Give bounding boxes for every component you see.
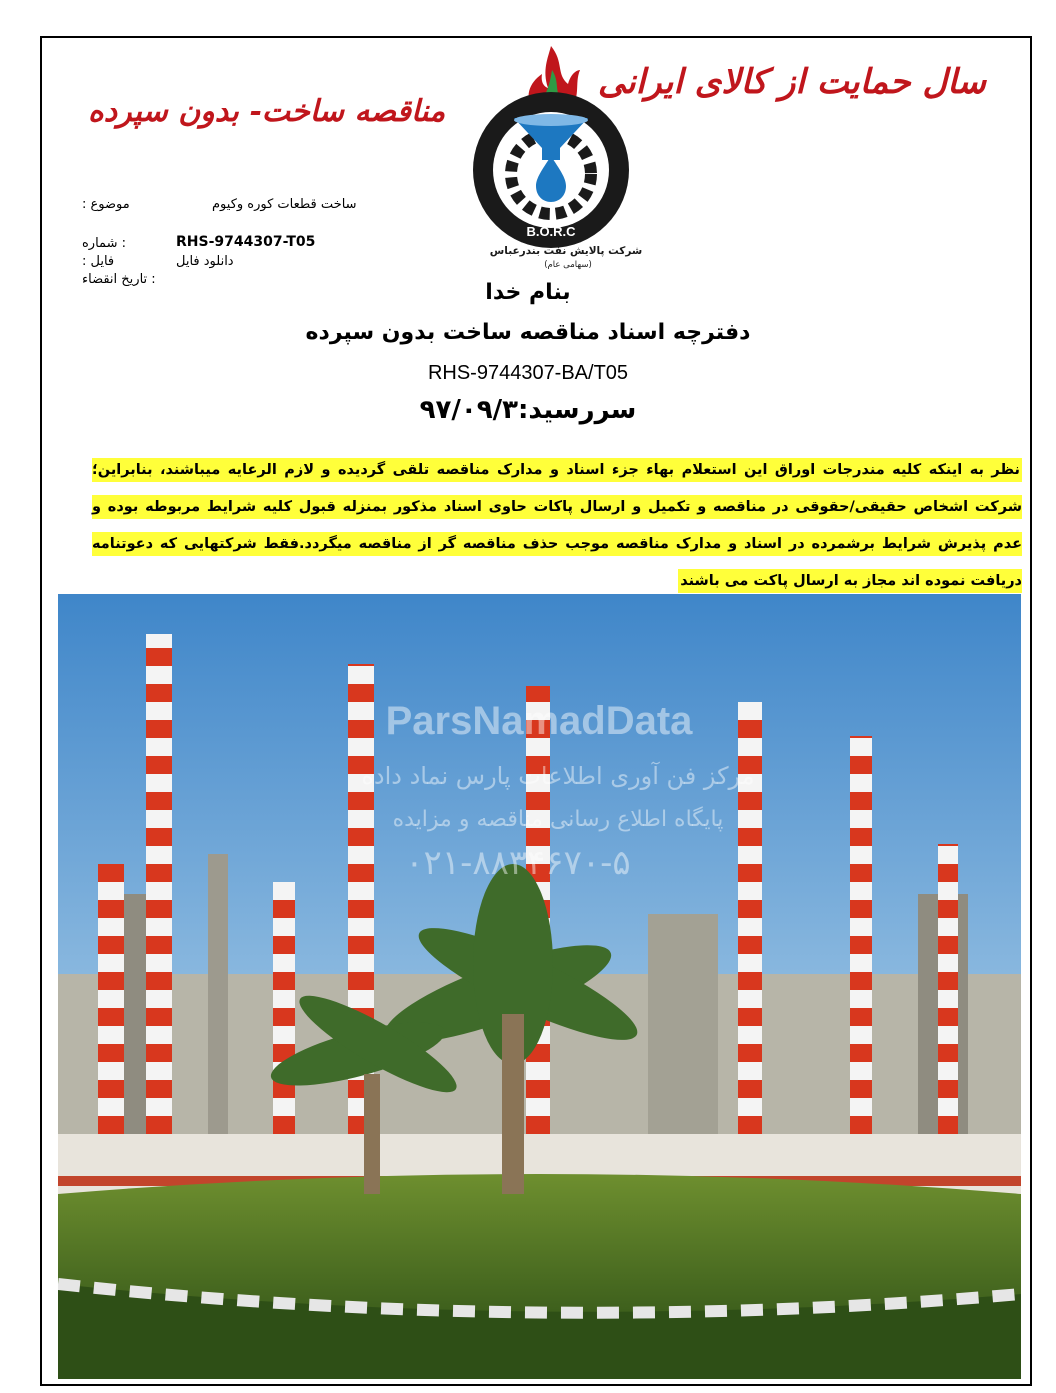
- watermark-line2: پایگاه اطلاع رسانی مناقصه و مزایده: [392, 807, 724, 832]
- due-date: سررسید:۹۷/۰۹/۳: [419, 395, 637, 425]
- subject-value: ساخت قطعات کوره وکیوم: [212, 197, 357, 212]
- watermark-line1: مرکز فن آوری اطلاعات پارس نماد داده: [361, 762, 755, 790]
- slogan-year: سال حمایت از کالای ایرانی: [597, 62, 986, 102]
- expiry-label: : تاریخ انقضاء: [82, 272, 156, 287]
- watermark-brand: ParsNamadData: [385, 699, 693, 743]
- subject-label: موضوع :: [82, 197, 130, 212]
- number-label: : شماره: [82, 236, 126, 251]
- document-code: RHS-9744307-BA/T05: [427, 362, 629, 384]
- file-label: فایل :: [82, 254, 115, 269]
- file-download-link[interactable]: دانلود فایل: [176, 254, 234, 269]
- document-title: دفترچه اسناد مناقصه ساخت بدون سپرده: [305, 320, 751, 345]
- basmala-heading: بنام خدا: [485, 280, 571, 305]
- refinery-photo: [58, 594, 1021, 1379]
- tender-type-slogan: مناقصه ساخت- بدون سپرده: [88, 94, 446, 129]
- company-logo-icon: [456, 40, 646, 270]
- notice-paragraph: [92, 452, 1022, 600]
- logo-company-type: (سهامی عام): [544, 260, 592, 270]
- logo-company-name: شرکت پالایش نفت بندرعباس: [489, 245, 643, 257]
- logo-initials: B.O.R.C: [526, 224, 576, 239]
- watermark-phone: ۰۲۱-۸۸۳۴۶۷۰-۵: [405, 843, 631, 883]
- notice-text: نظر به اینکه کلیه مندرجات اوراق این استعلام بهاء جزء اسناد و مدارک مناقصه تلقی گردیده و لازم الرعایه میباشند، بنابراین؛ شرکت اشخاص حقیقی/حقوقی در مناقصه و تکمیل و ارسال پاکات حاوی اسناد مذکور بمنزله قبول کلیه شرایط مربوطه بوده و عدم پذیرش شرایط برشمرده در اسناد و مدارک مناقصه موجب حذف مناقصه گر از مناقصه میگردد.فقط شرکتهایی که دعوتنامه دریافت نموده اند مجاز به ارسال پاکت می باشند: [92, 458, 1022, 593]
- number-value: RHS-9744307-T05: [176, 234, 316, 250]
